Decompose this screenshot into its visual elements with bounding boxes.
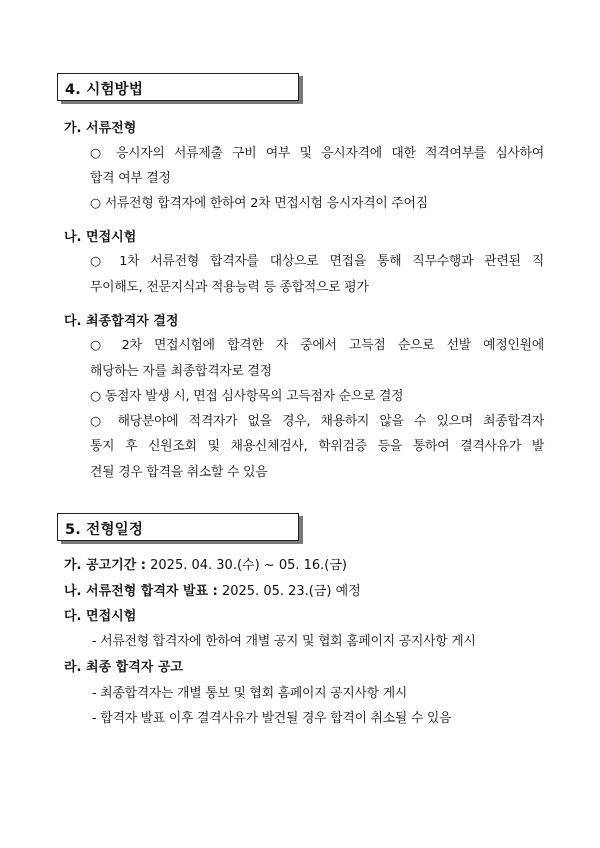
section-4-sub-c-line: ○ 2차 면접시험에 합격한 자 중에서 고득점 순으로 선발 예정인원에 [90,338,544,353]
schedule-d-line: - 합격자 발표 이후 결격사유가 발견될 경우 합격이 취소될 수 있음 [92,711,452,726]
section-5-title: 5. 전형일정 [65,522,144,538]
schedule-a-value: 2025. 04. 30.(수) ~ 05. 16.(금) [150,558,347,573]
schedule-d-label: 라. 최종 합격자 공고 [64,660,183,675]
section-4-header [57,73,299,103]
section-4-sub-c-line: 통지 후 신원조회 및 채용신체검사, 학위검증 등을 통하여 결격사유가 발 [90,439,544,454]
section-4-sub-c-line: 견될 경우 합격을 취소할 수 있음 [90,465,268,480]
section-4-sub-a-label: 가. 서류전형 [64,121,137,136]
section-4-sub-c-line: ○ 해당분야에 적격자가 없을 경우, 채용하지 않을 수 있으며 최종합격자 [90,414,544,429]
schedule-c-line: - 서류전형 합격자에 한하여 개별 공지 및 협회 홈페이지 공지사항 게시 [92,634,476,649]
section-4-sub-c-label: 다. 최종합격자 결정 [64,314,179,329]
section-4-sub-b-line: 무이해도, 전문지식과 적용능력 등 종합적으로 평가 [90,280,369,295]
schedule-b-value: 2025. 05. 23.(금) 예정 [221,584,361,599]
section-4-sub-a-line: ○ 서류전형 합격자에 한하여 2차 면접시험 응시자격이 주어짐 [90,196,428,211]
schedule-d-line: - 최종합격자는 개별 통보 및 협회 홈페이지 공지사항 게시 [92,686,408,701]
section-4-sub-a-line: ○ 응시자의 서류제출 구비 여부 및 응시자격에 대한 적격여부를 심사하여 [90,146,544,161]
section-4-sub-b-label: 나. 면접시험 [64,230,137,245]
schedule-item-a [64,554,347,573]
section-4-title: 4. 시험방법 [65,82,144,98]
schedule-c-label: 다. 면접시험 [64,609,137,624]
section-5-header [57,513,299,543]
section-4-sub-c-line: ○ 동점자 발생 시, 면접 심사항목의 고득점자 순으로 결정 [90,389,404,404]
section-4-sub-a-line: 합격 여부 결정 [90,171,171,186]
schedule-b-label: 나. 서류전형 합격자 발표 : [64,584,218,599]
schedule-item-b [64,580,361,599]
section-4-sub-c-line: 해당하는 자를 최종합격자로 결정 [90,364,272,379]
section-4-sub-b-line: ○ 1차 서류전형 합격자를 대상으로 면접을 통해 직무수행과 관련된 직 [90,254,544,269]
schedule-a-label: 가. 공고기간 : [64,558,146,573]
